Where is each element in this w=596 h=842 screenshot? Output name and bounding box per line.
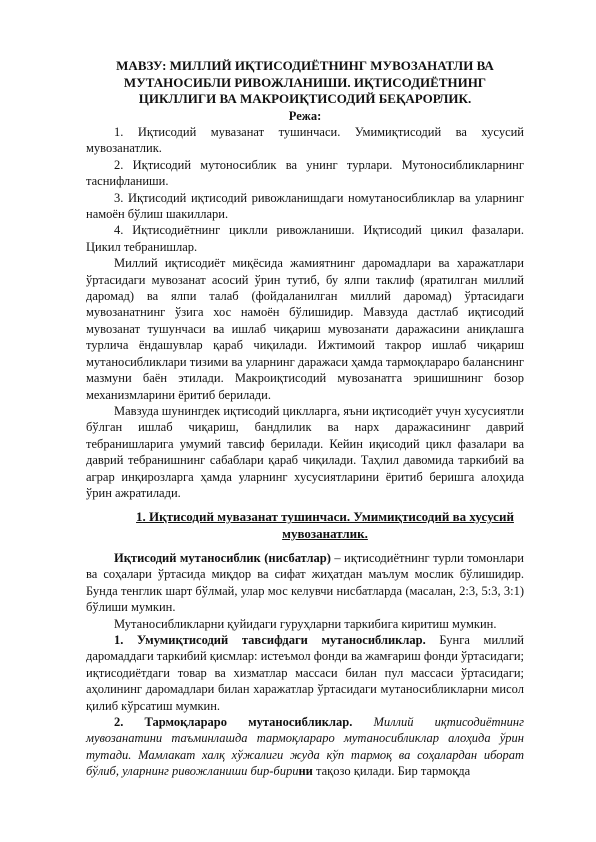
paragraph-general-proportions [86,632,524,714]
section-body [86,550,524,780]
paragraph-intersector-text-a: Миллий иқтисодиётнинг мувозанатини таъминлашда тармоқлараро мутаносибликлар алоҳида ўрин тутади. Мамлакат халқ хўжалиги жуда кўп тармоқ ва соҳалардан иборат бўлиб, уларнинг ривожланиши бир-бири [86,715,524,779]
plan-label: Режа: [288,109,322,123]
plan-item-1: 1. Иқтисодий мувазанат тушинчаси. Умимиқтисодий ва хусусий мувозанатлик. [86,125,524,156]
plan-item-4: 4. Иқтисодиётнинг циклли ривожланиши. Иқтисодий цикил фазалари. Цикил тебранишлар. [86,223,524,254]
document-title: МАВЗУ: МИЛЛИЙ ИҚТИСОДИЁТНИНГ МУВОЗАНАТЛИ ВА МУТАНОСИБЛИ РИВОЖЛАНИШИ. ИҚТИСОДИЁТНИНГ ЦИКЛЛИГИ ВА МАКРОИҚТИСОДИЙ БЕҚАРОРЛИК. [116,58,494,106]
paragraph-mutanosiblik-text: – иқтисодиётнинг турли томонлари ва соҳалари ўртасида миқдор ва сифат жиҳатдан маълум мослик бўлишидир. Бунда тенглик шарт бўлмай, улар мос келувчи нисбатларда (масалан, 2:3, 5:3, 3:1) бўлиши мумкин. [86,551,525,615]
plan-item-3: 3. Иқтисодий иқтисодий ривожланишдаги номутаносибликлар ва уларнинг намоён бўлиш шакиллари. [86,190,524,222]
paragraph-intersector-proportions [86,714,524,780]
plan-and-intro [86,124,524,501]
term-mutanosiblik: Иқтисодий мутаносиблик (нисбатлар) [114,551,331,565]
section-heading: 1. Иқтисодий мувазанат тушинчаси. Умимиқтисодий ва хусусий мувозанатлик. [136,509,514,541]
paragraph-intersector-text-b: тақозо қилади. Бир тармоқда [312,764,471,779]
paragraph-general-proportions-text: Бунга миллий даромаддаги таркибий қисмлар: истеъмол фонди ва жамғариш фонди ўртасидаги; иқтисодиётдаги товар ва хизматлар массаси билан пул массаси ўртасидаги; аҳолининг даромадлари билан харажатлар ўртасидаги мутаносибликларни мисол қилиб кўрсатиш мумкин. [86,633,524,713]
paragraph-groups: Мутаносибликларни қуйидаги гуруҳларни таркибига киритиш мумкин. [114,616,497,631]
paragraph-intersector-bold-fragment: ни [298,764,313,779]
plan-item-2: 2. Иқтисодий мутоносиблик ва унинг турлари. Мутоносибликларнинг таснифланиши. [86,157,524,189]
term-intersector-proportions: 2. Тармоқлараро мутаносибликлар. [114,715,353,730]
term-general-proportions: 1. Умумиқтисодий тавсифдаги мутаносибликлар. [114,633,426,648]
intro-paragraph-1: Миллий иқтисодиёт миқёсида жамиятнинг даромадлари ва харажатлари ўртасидаги мувозанат асосий ўрин тутиб, бу ялпи таклиф (яратилган миллий даромад) ва ялпи талаб (фойдаланилган миллий даромад) ўртасидаги мувозанатнинг ўзига хос намоён бўлишидир. Мавзуда дастлаб иқтисодий мувозанат тушунчаси ва ишлаб чиқариш мувозанати даражасини аниқлашга турлича ёндашувлар қараб чиқилади. Ижтимоий такрор ишлаб чиқариш мутаносибликлари тизими ва уларнинг даражаси ҳамда тармоқлараро баланснинг мазмуни баён этилади. Макроиқтисодий мувозанатга эришишнинг бозор механизмларини ёритиб берилади. [86,256,524,402]
intro-paragraph-2: Мавзуда шунингдек иқтисодий циклларга, яъни иқтисодиёт учун хусусиятли бўлган ишлаб чиқариш, бандлилик ва нарх даражасининг даврий тебранишларига умумий тавсиф берилади. Кейин иқисодий цикл фазалари ва даврий тебранишнинг сабаблари қараб чиқилади. Таҳлил давомида таркибий ва аграр инқирозларга ҳамда уларнинг хусусиятларини ёритиб беришга алоҳида ўрин ажратилади. [86,403,524,500]
paragraph-mutanosiblik [86,550,524,616]
